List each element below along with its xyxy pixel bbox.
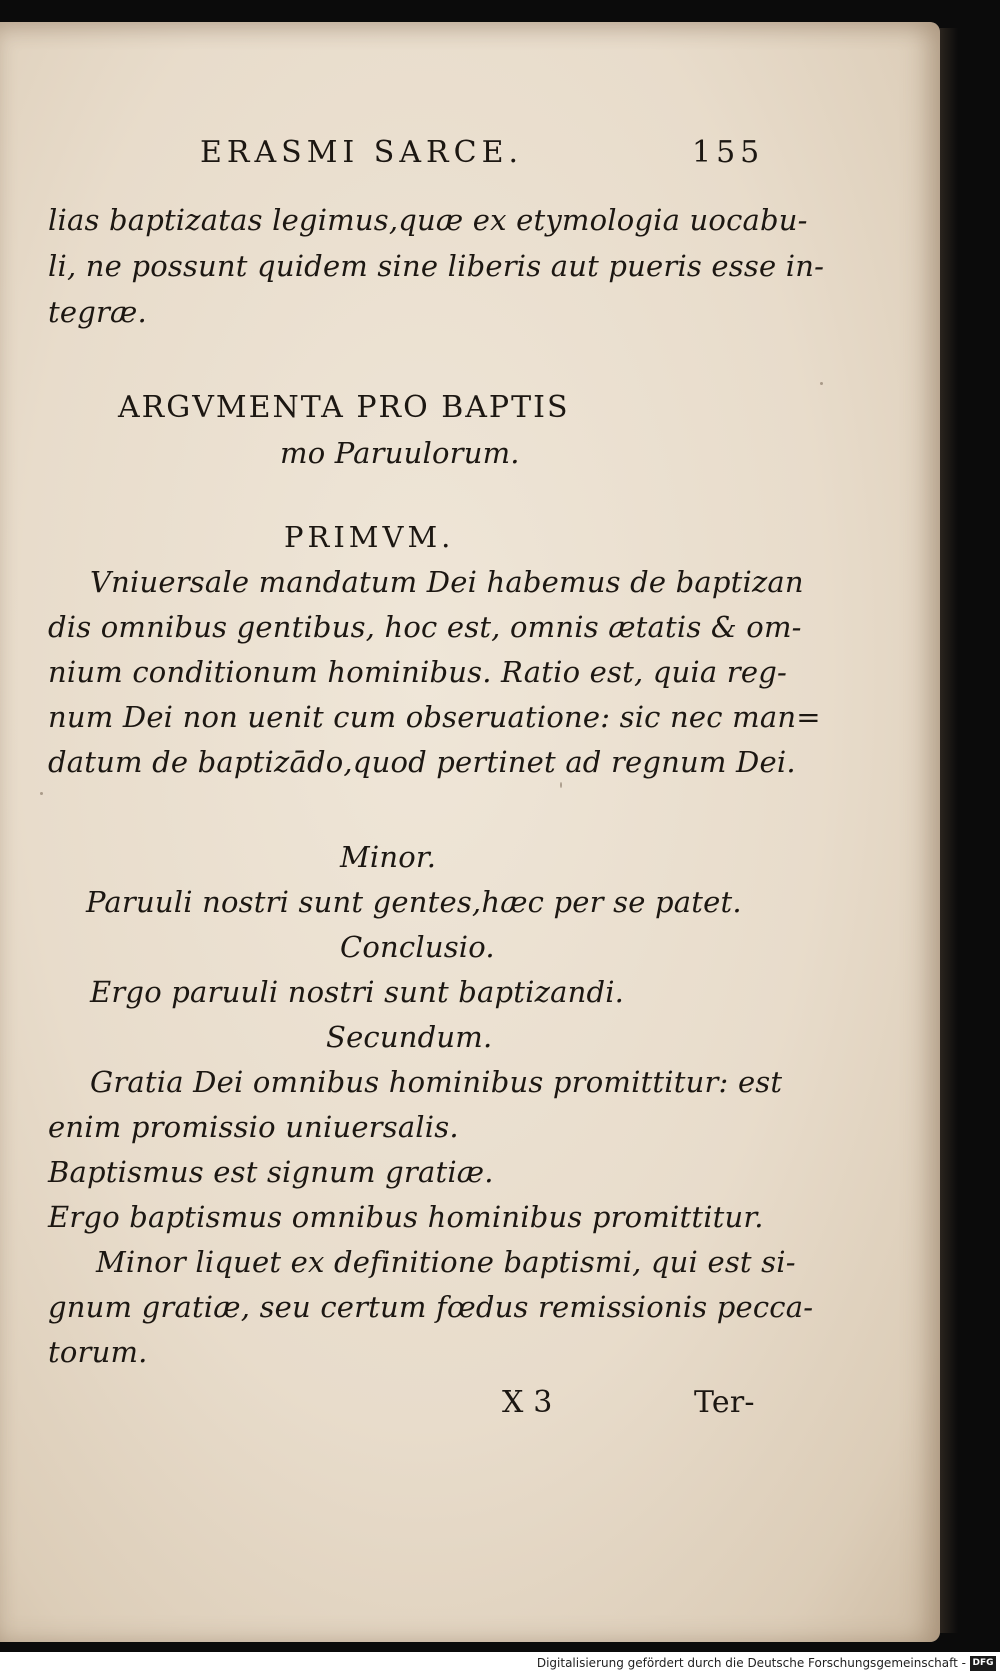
dfg-logo: DFG	[970, 1656, 996, 1671]
text-line: tegræ.	[48, 295, 147, 329]
text-line: Baptismus est signum gratiæ.	[48, 1155, 494, 1189]
text-line: Ergo paruuli nostri sunt baptizandi.	[90, 975, 625, 1009]
text-line: Vniuersale mandatum Dei habemus de baptizan	[90, 565, 804, 599]
text-line: datum de baptizādo,quod pertinet ad regnum Dei.	[48, 745, 796, 779]
paper-speck	[820, 382, 823, 385]
text-line: Gratia Dei omnibus hominibus promittitur: est	[90, 1065, 783, 1099]
text-line: lias baptizatas legimus,quæ ex etymologia uocabu-	[48, 203, 808, 237]
catchword: Ter-	[694, 1385, 755, 1420]
text-line: nium conditionum hominibus. Ratio est, quia reg-	[48, 655, 787, 689]
digitization-footer	[0, 1652, 1000, 1676]
text-line: Minor liquet ex definitione baptismi, qui est si-	[96, 1245, 796, 1279]
subheading-conclusio: Conclusio.	[340, 930, 495, 964]
text-line: enim promissio uniuersalis.	[48, 1110, 459, 1144]
subheading-secundum: Secundum.	[326, 1020, 493, 1054]
page-number: 155	[692, 135, 765, 170]
text-line: gnum gratiæ, seu certum fœdus remissionis pecca-	[48, 1290, 814, 1324]
text-line: Ergo baptismus omnibus hominibus promittitur.	[48, 1200, 764, 1234]
paper-speck	[40, 792, 43, 795]
text-line: Paruuli nostri sunt gentes,hæc per se patet.	[86, 885, 742, 919]
subheading-minor: Minor.	[340, 840, 437, 874]
section-heading: ARGVMENTA PRO BAPTIS	[118, 390, 570, 425]
text-line: num Dei non uenit cum obseruatione: sic nec man=	[48, 700, 821, 734]
text-line: torum.	[48, 1335, 148, 1369]
signature-mark: X 3	[502, 1385, 553, 1420]
footer-credit: Digitalisierung gefördert durch die Deutsche Forschungsgemeinschaft -	[536, 1656, 966, 1670]
section-heading-continuation: mo Paruulorum.	[280, 436, 520, 470]
page-edge-shadow	[940, 28, 958, 1633]
subheading-primum: PRIMVM.	[284, 520, 455, 554]
text-line: li, ne possunt quidem sine liberis aut pueris esse in-	[48, 249, 825, 283]
text-line: dis omnibus gentibus, hoc est, omnis ætatis & om-	[48, 610, 802, 644]
running-head-title: ERASMI SARCE.	[200, 135, 524, 170]
paper-speck	[560, 782, 562, 788]
